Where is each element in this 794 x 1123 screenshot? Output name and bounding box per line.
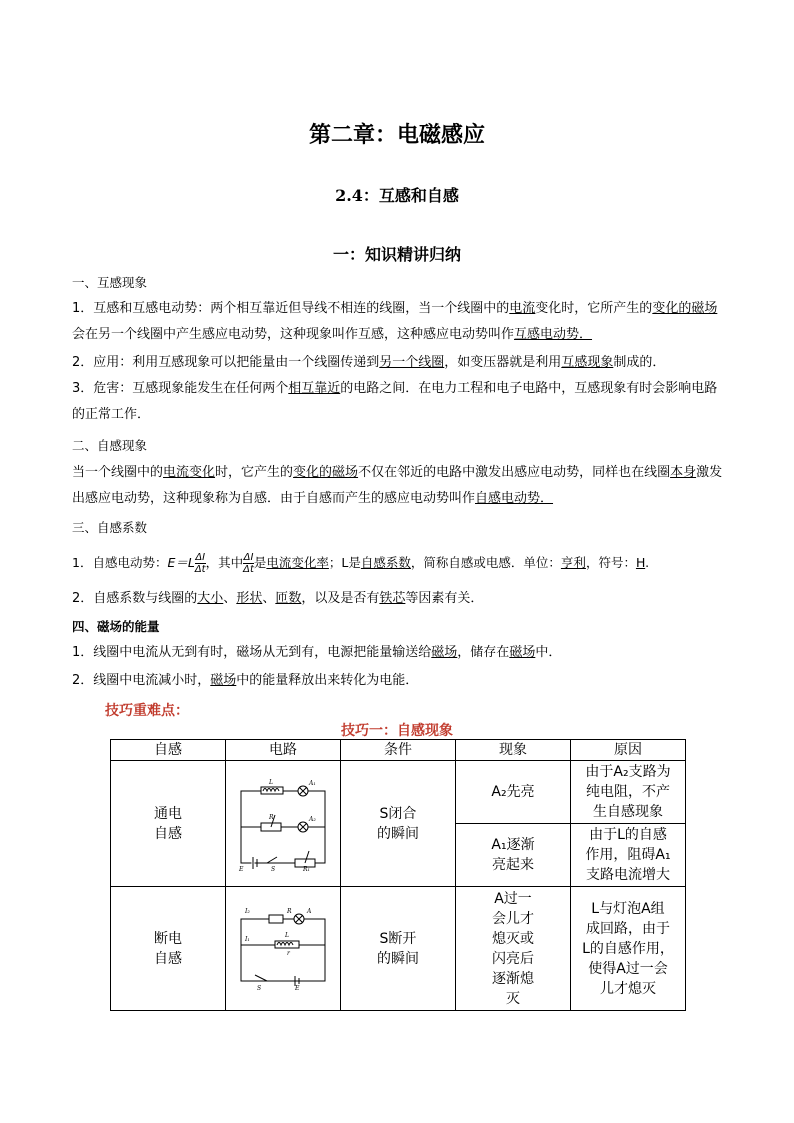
type-cell: 断电 自感: [111, 887, 226, 1011]
label-S: S: [257, 984, 262, 991]
label-A1: A₁: [309, 779, 316, 787]
label-R1: R₁: [303, 865, 310, 871]
label-E: E: [239, 865, 244, 871]
table-row: [111, 887, 686, 1011]
coef-heading: 三、自感系数: [72, 520, 148, 535]
reason-cell: L与灯泡A组 成回路，由于 L的自感作用， 使得A过一会 儿才熄灭: [571, 887, 686, 1011]
coef-paragraph-1: 1．自感电动势：E＝L $\frac{\Delta I}{\Delta t}$ ，其中 $\frac{\Delta I}{\Delta t}$ 是电流变化率；L是自感系数，简称自感或电感．单位：亨利，符号：H.: [72, 552, 650, 575]
energy-paragraph-2: 2．线圈中电流减小时，磁场中的能量释放出来转化为电能．: [72, 673, 419, 688]
phenomenon-cell: A₂先亮: [456, 761, 571, 824]
deenergize-circuit-diagram: [233, 901, 333, 991]
condition-cell: S断开 的瞬间: [341, 887, 456, 1011]
header-cell: 电路: [226, 740, 341, 761]
header-cell: 条件: [341, 740, 456, 761]
self-induction-table: [110, 739, 686, 1011]
energize-circuit-diagram: [233, 771, 333, 871]
circuit-cell: [226, 887, 341, 1011]
label-E: E: [295, 984, 300, 991]
self-paragraph: 当一个线圈中的电流变化时，它产生的变化的磁场不仅在邻近的电路中激发出感应电动势，同样也在线圈本身激发出感应电动势，这种现象称为自感．由于自感而产生的感应电动势叫作自感电动势．: [72, 465, 723, 506]
table-header-row: [111, 740, 686, 761]
phenomenon-cell: A过一 会儿才 熄灭或 闪亮后 逐渐熄 灭: [456, 887, 571, 1011]
part-title: 一：知识精讲归纳: [332, 245, 461, 264]
label-R: R: [287, 907, 292, 915]
label-L: L: [269, 778, 273, 786]
lesson-title: 2.4：互感和自感: [335, 186, 459, 205]
table-title: 技巧一：自感现象: [341, 723, 453, 739]
coef-paragraph-2: 2．自感系数与线圈的大小、形状、匝数，以及是否有铁芯等因素有关．: [72, 591, 484, 606]
delta-fraction: $\frac{\Delta I}{\Delta t}$: [194, 552, 206, 575]
mutual-paragraph-2: 2．应用：利用互感现象可以把能量由一个线圈传递到另一个线圈，如变压器就是利用互感现象制成的．: [72, 355, 666, 370]
energy-heading: 四、磁场的能量: [72, 619, 160, 634]
energy-paragraph-1: 1．线圈中电流从无到有时，磁场从无到有，电源把能量输送给磁场，储存在磁场中．: [72, 645, 562, 660]
chapter-title: 第二章：电磁感应: [308, 122, 485, 148]
self-heading: 二、自感现象: [72, 438, 148, 453]
label-I1: I₁: [245, 935, 250, 943]
reason-cell: 由于L的自感 作用，阻碍A₁ 支路电流增大: [571, 824, 686, 887]
label-A: A: [307, 907, 312, 915]
label-I2: I₂: [245, 907, 250, 915]
label-S: S: [271, 865, 276, 871]
reason-cell: 由于A₂支路为 纯电阻，不产 生自感现象: [571, 761, 686, 824]
label-A2: A₂: [309, 815, 316, 823]
type-cell: 通电 自感: [111, 761, 226, 887]
phenomenon-cell: A₁逐渐 亮起来: [456, 824, 571, 887]
header-cell: 现象: [456, 740, 571, 761]
label-r: r: [287, 949, 290, 957]
header-cell: 自感: [111, 740, 226, 761]
header-cell: 原因: [571, 740, 686, 761]
tips-label: 技巧重难点：: [105, 703, 189, 719]
mutual-paragraph-1: 1．互感和互感电动势：两个相互靠近但导线不相连的线圈，当一个线圈中的电流变化时，它所产生的变化的磁场会在另一个线圈中产生感应电动势，这种现象叫作互感，这种感应电动势叫作互感电动势．: [72, 301, 718, 342]
circuit-cell: [226, 761, 341, 887]
mutual-heading: 一、互感现象: [72, 275, 148, 290]
delta-fraction: $\frac{\Delta I}{\Delta t}$: [243, 552, 254, 575]
table-row: [111, 761, 686, 824]
label-L: L: [285, 931, 289, 939]
label-R: R: [269, 813, 274, 821]
condition-cell: S闭合 的瞬间: [341, 761, 456, 887]
mutual-paragraph-3: 3．危害：互感现象能发生在任何两个相互靠近的电路之间．在电力工程和电子电路中，互感现象有时会影响电路的正常工作．: [72, 381, 718, 422]
